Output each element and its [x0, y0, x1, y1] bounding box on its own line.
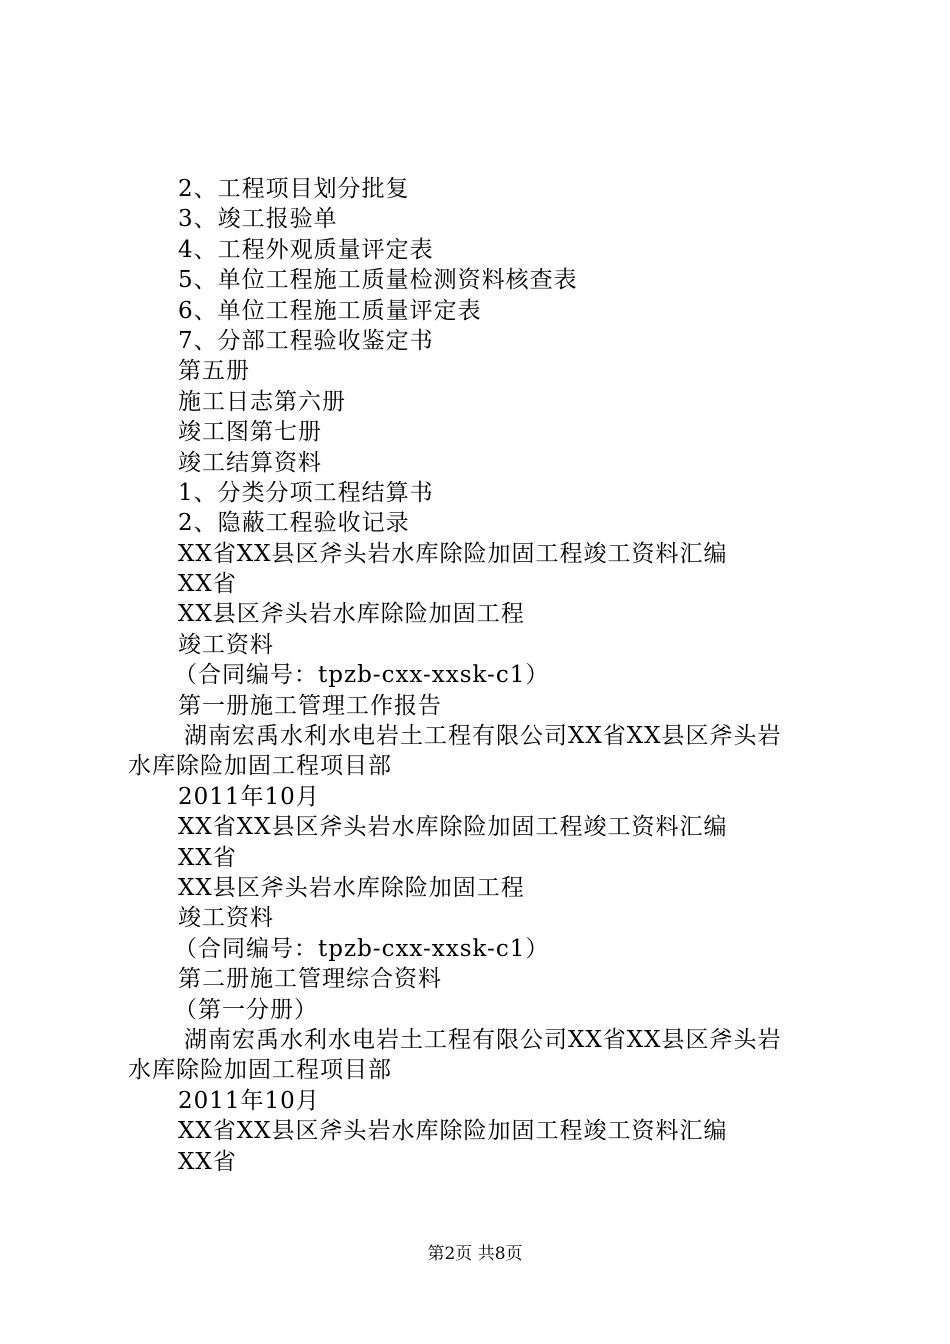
sub-volume-label: （第一分册） — [174, 996, 318, 1023]
compilation-title: XX省XX县区斧头岩水库除险加固工程竣工资料汇编 — [178, 814, 728, 841]
list-item: 2、隐蔽工程验收记录 — [178, 510, 410, 537]
province-line: XX省 — [178, 571, 237, 598]
section-heading: 竣工结算资料 — [178, 449, 322, 476]
province-line: XX省 — [178, 844, 237, 871]
list-item: 5、单位工程施工质量检测资料核查表 — [178, 267, 578, 294]
company-line: 湖南宏禹水利水电岩土工程有限公司XX省XX县区斧头岩 — [184, 723, 782, 750]
contract-number: （合同编号：tpzb-cxx-xxsk-c1） — [174, 662, 550, 689]
volume-heading: 第一册施工管理工作报告 — [178, 692, 442, 719]
list-item: 4、工程外观质量评定表 — [178, 236, 434, 263]
contract-number: （合同编号：tpzb-cxx-xxsk-c1） — [174, 935, 550, 962]
compilation-title: XX省XX县区斧头岩水库除险加固工程竣工资料汇编 — [178, 1118, 728, 1145]
list-item: 3、竣工报验单 — [178, 206, 338, 233]
list-item: 1、分类分项工程结算书 — [178, 479, 434, 506]
company-line-continued: 水库除险加固工程项目部 — [128, 1057, 392, 1084]
list-item: 6、单位工程施工质量评定表 — [178, 297, 482, 324]
compilation-title: XX省XX县区斧头岩水库除险加固工程竣工资料汇编 — [178, 540, 728, 567]
document-body — [128, 174, 828, 1177]
list-item: 2、工程项目划分批复 — [178, 176, 410, 202]
date-line: 2011年10月 — [178, 1087, 320, 1114]
volume-heading: 施工日志第六册 — [178, 388, 346, 415]
document-type: 竣工资料 — [178, 631, 274, 658]
page-number-footer: 第2页 共8页 — [427, 1244, 523, 1264]
volume-heading: 第五册 — [178, 358, 250, 385]
province-line: XX省 — [178, 1148, 237, 1175]
project-name: XX县区斧头岩水库除险加固工程 — [178, 874, 525, 901]
document-type: 竣工资料 — [178, 905, 274, 932]
company-line-continued: 水库除险加固工程项目部 — [128, 753, 392, 780]
date-line: 2011年10月 — [178, 783, 320, 810]
project-name: XX县区斧头岩水库除险加固工程 — [178, 601, 525, 628]
company-line: 湖南宏禹水利水电岩土工程有限公司XX省XX县区斧头岩 — [184, 1026, 782, 1053]
volume-heading: 竣工图第七册 — [178, 419, 322, 446]
volume-heading: 第二册施工管理综合资料 — [178, 966, 442, 993]
list-item: 7、分部工程验收鉴定书 — [178, 327, 434, 354]
